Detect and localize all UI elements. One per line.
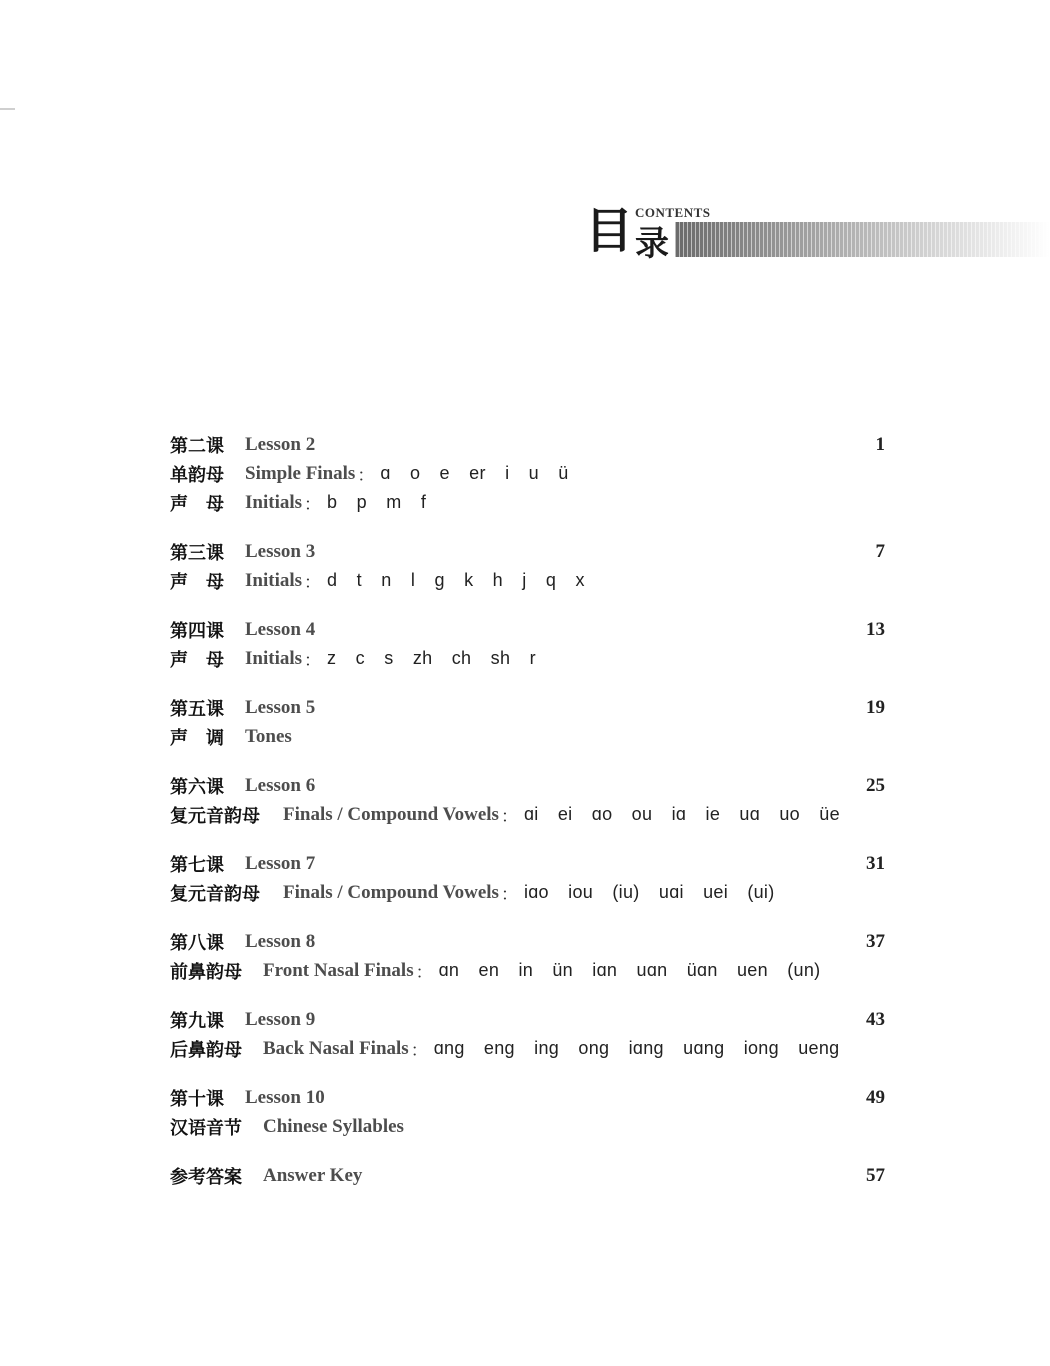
toc-pinyin-sounds: iɑo iou (iu) uɑi uei (ui): [523, 882, 775, 902]
toc-entry[interactable]: [170, 615, 885, 673]
toc-topic-line: [170, 566, 885, 595]
toc-topic-line: [170, 722, 885, 751]
header-title-en: CONTENTS: [635, 205, 711, 220]
toc-zh-label: 汉语音节: [170, 1117, 242, 1139]
toc-topic-line: [170, 956, 885, 985]
toc-zh-label: 第七课: [170, 854, 224, 876]
toc-pinyin-sounds: b p m f: [327, 492, 427, 512]
contents-header: [585, 204, 1050, 262]
toc-en-label: Back Nasal Finals: [263, 1037, 409, 1059]
toc-lesson-line: [170, 1005, 885, 1034]
toc-en-label: Finals / Compound Vowels: [283, 803, 499, 825]
toc-lesson-line: [170, 771, 885, 800]
toc-zh-label: 声 调: [170, 727, 224, 749]
toc-lesson-line: [170, 927, 885, 956]
toc-en-label: Initials: [245, 569, 303, 591]
table-of-contents: [170, 430, 885, 1210]
toc-lesson-line: [170, 849, 885, 878]
toc-entry[interactable]: [170, 693, 885, 751]
toc-pinyin-sounds: ɑng eng ing ong iɑng uɑng iong ueng: [433, 1038, 840, 1058]
toc-zh-label: 声 母: [170, 493, 224, 515]
corner-mark: [0, 108, 15, 110]
toc-entry[interactable]: [170, 1083, 885, 1141]
toc-topic-line: [170, 1034, 885, 1063]
toc-colon: ：: [500, 807, 518, 827]
toc-zh-label: 第四课: [170, 620, 224, 642]
toc-entry[interactable]: [170, 537, 885, 595]
toc-page-number: 37: [866, 930, 885, 952]
toc-page-number: 13: [866, 618, 885, 640]
toc-en-label: Answer Key: [263, 1164, 363, 1186]
toc-page-number: 19: [866, 696, 885, 718]
toc-en-label: Initials: [245, 491, 303, 513]
toc-en-label: Lesson 7: [245, 852, 316, 874]
toc-lesson-line: [170, 615, 885, 644]
toc-colon: ：: [304, 573, 322, 593]
toc-zh-label: 复元音韵母: [170, 883, 260, 905]
toc-en-label: Initials: [245, 647, 303, 669]
toc-zh-label: 第二课: [170, 435, 224, 457]
toc-page-number: 1: [875, 433, 885, 455]
toc-lesson-line: [170, 1161, 885, 1190]
toc-page-number: 49: [866, 1086, 885, 1108]
toc-en-label: Lesson 3: [245, 540, 316, 562]
toc-lesson-line: [170, 430, 885, 459]
toc-en-label: Finals / Compound Vowels: [283, 881, 499, 903]
toc-en-label: Lesson 8: [245, 930, 316, 952]
toc-pinyin-sounds: ɑ o e er i u ü: [380, 463, 569, 483]
toc-zh-label: 复元音韵母: [170, 805, 260, 827]
toc-zh-label: 第十课: [170, 1088, 224, 1110]
toc-entry[interactable]: [170, 927, 885, 985]
toc-colon: ：: [304, 651, 322, 671]
toc-zh-label: 第八课: [170, 932, 224, 954]
toc-entry[interactable]: [170, 430, 885, 517]
toc-zh-label: 声 母: [170, 649, 224, 671]
toc-pinyin-sounds: z c s zh ch sh r: [327, 648, 536, 668]
toc-lesson-line: [170, 1083, 885, 1112]
header-title-zh-first: 目: [585, 203, 634, 259]
toc-en-label: Lesson 4: [245, 618, 316, 640]
toc-zh-label: 后鼻韵母: [170, 1039, 242, 1061]
toc-page-number: 31: [866, 852, 885, 874]
toc-entry[interactable]: [170, 1161, 885, 1190]
toc-colon: ：: [500, 885, 518, 905]
toc-topic-line: [170, 488, 885, 517]
toc-page-number: 57: [866, 1164, 885, 1186]
toc-topic-line: [170, 800, 885, 829]
toc-en-label: Lesson 9: [245, 1008, 316, 1030]
toc-colon: ：: [357, 466, 375, 486]
header-gradient-bar: [675, 222, 1050, 257]
toc-en-label: Chinese Syllables: [263, 1115, 404, 1137]
toc-lesson-line: [170, 537, 885, 566]
toc-en-label: Lesson 10: [245, 1086, 325, 1108]
toc-colon: ：: [410, 1041, 428, 1061]
toc-zh-label: 第九课: [170, 1010, 224, 1032]
toc-en-label: Tones: [245, 725, 292, 747]
toc-lesson-line: [170, 693, 885, 722]
toc-zh-label: 参考答案: [170, 1166, 242, 1188]
toc-entry[interactable]: [170, 1005, 885, 1063]
toc-zh-label: 单韵母: [170, 464, 224, 486]
toc-colon: ：: [304, 495, 322, 515]
header-title-zh-second: 录: [635, 224, 669, 264]
toc-en-label: Lesson 6: [245, 774, 316, 796]
toc-topic-line: [170, 644, 885, 673]
toc-zh-label: 第三课: [170, 542, 224, 564]
toc-en-label: Front Nasal Finals: [263, 959, 414, 981]
toc-en-label: Lesson 5: [245, 696, 316, 718]
toc-pinyin-sounds: ɑn en in ün iɑn uɑn üɑn uen (un): [438, 960, 821, 980]
toc-zh-label: 第五课: [170, 698, 224, 720]
toc-page-number: 43: [866, 1008, 885, 1030]
toc-topic-line: [170, 1112, 885, 1141]
toc-page-number: 7: [875, 540, 885, 562]
toc-zh-label: 声 母: [170, 571, 224, 593]
toc-zh-label: 前鼻韵母: [170, 961, 242, 983]
toc-topic-line: [170, 878, 885, 907]
toc-en-label: Simple Finals: [245, 462, 356, 484]
toc-page-number: 25: [866, 774, 885, 796]
toc-pinyin-sounds: d t n l g k h j q x: [327, 570, 585, 590]
toc-entry[interactable]: [170, 849, 885, 907]
toc-pinyin-sounds: ɑi ei ɑo ou iɑ ie uɑ uo üe: [523, 804, 840, 824]
toc-zh-label: 第六课: [170, 776, 224, 798]
toc-en-label: Lesson 2: [245, 433, 316, 455]
toc-entry[interactable]: [170, 771, 885, 829]
toc-topic-line: [170, 459, 885, 488]
toc-colon: ：: [415, 963, 433, 983]
